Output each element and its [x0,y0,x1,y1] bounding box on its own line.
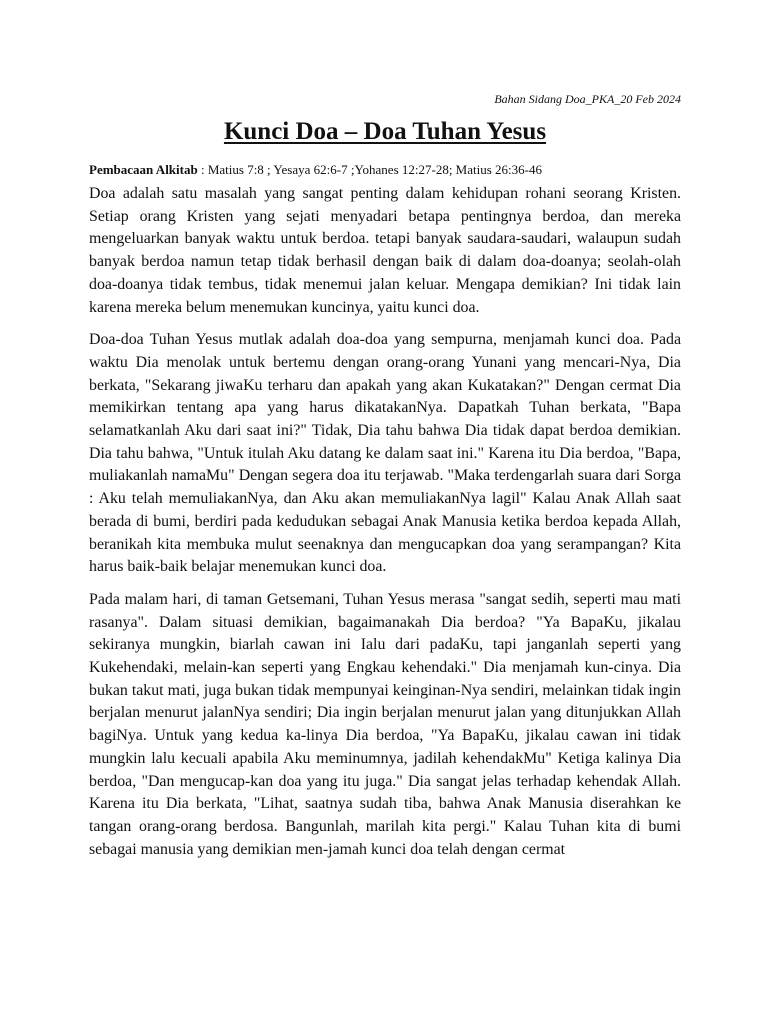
paragraph-2: Doa-doa Tuhan Yesus mutlak adalah doa-doa yang sempurna, menjamah kunci doa. Pada waktu Dia menolak untuk bertemu dengan orang-orang Yunani yang mencari-Nya, Dia berkata, "Sekarang jiwaKu terharu dan apakah yang akan Kukatakan?" Dengan cermat Dia memikirkan tentang apa yang harus dikatakanNya. Dapatkah Tuhan berkata, "Bapa selamatkanlah Aku dari saat ini?" Tidak, Dia tahu bahwa Dia tidak dapat berdoa demikian. Dia tahu bahwa, "Untuk itulah Aku datang ke dalam saat ini." Karena itu Dia berdoa, "Bapa, muliakanlah namaMu" Dengan segera doa itu terjawab. "Maka terdengarlah suara dari Sorga : Aku telah memuliakanNya, dan Aku akan memuliakanNya lagil" Kalau Anak Allah saat berada di bumi, berdiri pada kedudukan sebagai Anak Manusia ketika berdoa kepada Allah, beranikah kita membuka mulut seenaknya dan mengucapkan doa yang serampangan? Kita harus baik-baik belajar menemukan kunci doa. [89,331,681,576]
header-note: Bahan Sidang Doa_PKA_20 Feb 2024 [494,92,681,106]
reading-references: : Matius 7:8 ; Yesaya 62:6-7 ;Yohanes 12:27-28; Matius 26:36-46 [197,162,542,177]
reading-label: Pembacaan Alkitab [89,162,198,177]
scripture-reading [89,162,681,178]
body-text [89,183,681,871]
paragraph-1: Doa adalah satu masalah yang sangat penting dalam kehidupan rohani seorang Kristen. Setiap orang Kristen yang sejati menyadari betapa pentingnya berdoa, dan mereka mengeluarkan banyak waktu untuk berdoa. tetapi banyak saudara-saudari, walaupun sudah banyak berdoa namun tetap tidak berhasil dengan baik di dalam doa-doanya; seolah-olah doa-doanya tidak tembus, tidak menemui jalan keluar. Mengapa demikian? Ini tidak lain karena mereka belum menemukan kuncinya, yaitu kunci doa. [89,185,681,316]
document-title: Kunci Doa – Doa Tuhan Yesus [223,118,547,145]
paragraph-3: Pada malam hari, di taman Getsemani, Tuhan Yesus merasa "sangat sedih, seperti mau mati rasanya". Dalam situasi demikian, bagaimanakah Dia berdoa? "Ya BapaKu, jikalau sekiranya mungkin, biarlah cawan ini Ialu dari padaKu, tapi janganlah seperti yang Kukehendaki, melain-kan seperti yang Engkau kehendaki." Dia menjamah kun-cinya. Dia bukan takut mati, juga bukan tidak mempunyai keinginan-Nya sendiri, melainkan tidak ingin berjalan menurut jalanNya sendiri; Dia ingin berjalan menurut jalan yang ditunjukkan Allah bagiNya. Untuk yang kedua ka-linya Dia berdoa, "Ya BapaKu, jikalau cawan ini tidak mungkin lalu kecuali apabila Aku meminumnya, jadilah kehendakMu" Ketiga kalinya Dia berdoa, "Dan mengucap-kan doa yang itu juga." Dia sangat jelas terhadap kehendak Allah. Karena itu Dia berkata, "Lihat, saatnya sudah tiba, bahwa Anak Manusia diserahkan ke tangan orang-orang berdosa. Bangunlah, marilah kita pergi." Kalau Tuhan kita di bumi sebagai manusia yang demikian men-jamah kunci doa telah dengan cermat [89,590,681,858]
